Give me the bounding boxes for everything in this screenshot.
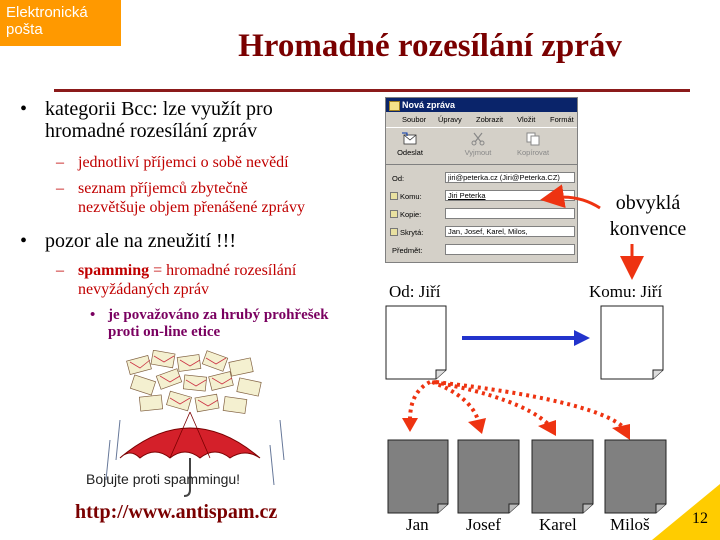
menu-format[interactable]: Formát [550,115,574,124]
convention-line1: obvyklá [615,192,681,214]
from-label: Od: [392,174,405,183]
offense-line1: je považováno za hrubý prohřešek [108,307,329,323]
bcc-fanout-arrows [410,382,622,426]
cut-label: Vyjmout [464,148,492,157]
recipient-document-josef [458,440,519,513]
convention-arrow-to-field [552,197,600,208]
slide-title: Hromadné rozesílání zpráv [238,28,622,64]
from-field[interactable]: jiri@peterka.cz (Jiri@Peterka.CZ) [445,172,575,183]
to-label: Komu: [400,192,422,201]
recipient-document-karel [532,440,593,513]
fanout-arrowheads [402,418,630,440]
subject-label: Předmět: [392,246,423,255]
to-recipient: Jiri Peterka [448,191,486,200]
section-tag-line1: Elektronická [6,4,88,21]
send-label: Odeslat [397,148,423,157]
direct-delivery-arrow [462,330,590,346]
copy-label: Kopírovat [516,148,550,157]
sub-bullet-recipients-unaware: – jednotliví příjemci o sobě nevědí [56,154,289,171]
recipient-label-josef: Josef [466,515,501,534]
page-number: 12 [692,510,708,527]
sender-document-icon [386,306,446,379]
corner-decoration [652,484,720,540]
to-caption: Komu: Jiří [589,282,663,301]
menu-upravy[interactable]: Úpravy [438,115,462,124]
sub-bullet-spamming: – spamming = hromadné rozesílání nevyžádaných zpráv [78,261,378,299]
receiver-document-icon [601,306,663,379]
sub-bullet-recipient-list-line1: seznam příjemců zbytečně [78,180,248,197]
bcc-label: Skrytá: [400,228,424,237]
bullet-bcc-line1: kategorii Bcc: lze využít pro [45,98,273,120]
from-caption: Od: Jiří [389,282,441,301]
menu-soubor[interactable]: Soubor [402,115,427,124]
sub-bullet-recipients-unaware-text: jednotliví příjemci o sobě nevědí [78,154,289,171]
cc-label: Kopie: [400,210,422,219]
menu-zobrazit[interactable]: Zobrazit [476,115,504,124]
antispam-link[interactable]: http://www.antispam.cz [75,501,278,523]
recipient-label-karel: Karel [539,515,577,534]
bullet-abuse: • pozor ale na zneužití !!! [20,230,237,252]
bullet-bcc: • kategorii Bcc: lze využít pro hromadné rozesílání zpráv [45,98,375,142]
spamming-definition: = hromadné rozesílání [149,262,297,279]
recipient-label-jan: Jan [406,515,429,534]
bullet-bcc-line2: hromadné rozesílání zpráv [45,120,258,142]
sub-bullet-recipient-list: – seznam příjemců zbytečně nezvětšuje objem přenášené zprávy [78,179,378,217]
antispam-caption: Bojujte proti spammingu! [86,471,241,487]
spamming-term: spamming [78,262,150,279]
sub-bullet-recipient-list-line2: nezvětšuje objem přenášené zprávy [78,199,306,216]
section-tag-line2: pošta [6,21,43,38]
spamming-definition-line2: nevyžádaných zpráv [78,281,210,298]
compose-window-title: Nová zpráva [402,100,456,110]
bcc-field[interactable]: Jan, Josef, Karel, Milos, [445,226,575,237]
convention-line2: konvence [609,218,687,240]
bullet-abuse-text: pozor ale na zneužití !!! [45,230,237,252]
recipient-label-milos: Miloš [610,515,650,534]
offense-line2: proti on-line etice [108,324,221,340]
menu-vlozit[interactable]: Vložit [517,115,536,124]
sub-sub-bullet-offense: • je považováno za hrubý prohřešek proti on-line etice [108,307,368,341]
recipient-document-jan [388,440,448,513]
